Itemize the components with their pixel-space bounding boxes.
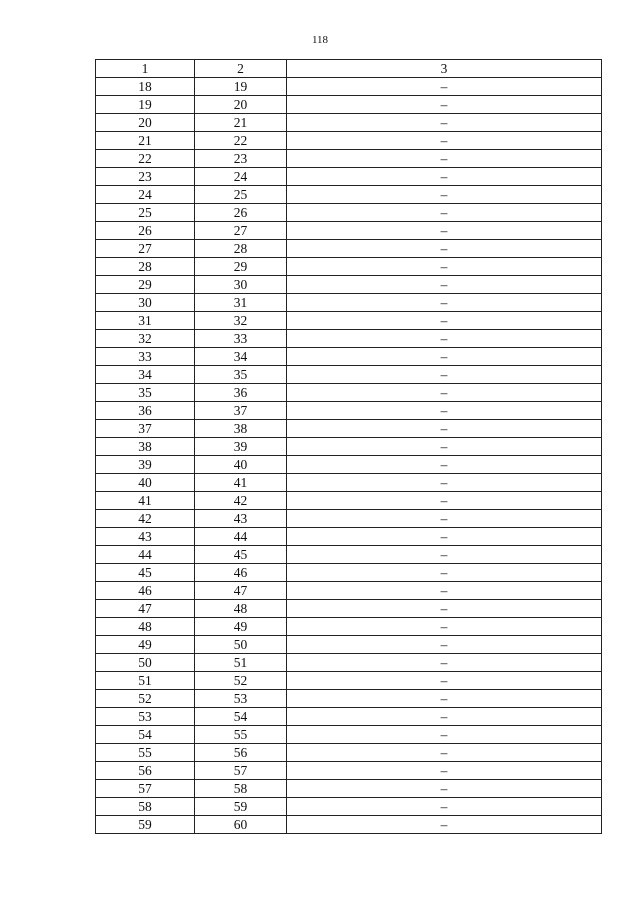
table-row	[96, 186, 602, 204]
table-cell-col-2: 22	[195, 132, 287, 150]
table-row	[96, 456, 602, 474]
table-cell-col-1: 25	[96, 204, 195, 222]
table-cell-col-2: 27	[195, 222, 287, 240]
table-row	[96, 420, 602, 438]
table-row	[96, 168, 602, 186]
table-row	[96, 402, 602, 420]
table-cell-col-3: –	[287, 456, 602, 474]
table-cell-col-3: –	[287, 258, 602, 276]
table-cell-col-3: –	[287, 312, 602, 330]
table-cell-col-3: –	[287, 222, 602, 240]
table-cell-col-1: 41	[96, 492, 195, 510]
table-cell-col-2: 45	[195, 546, 287, 564]
table-cell-col-1: 24	[96, 186, 195, 204]
table-cell-col-2: 31	[195, 294, 287, 312]
table-cell-col-1: 43	[96, 528, 195, 546]
table-cell-col-2: 46	[195, 564, 287, 582]
table-row	[96, 618, 602, 636]
table-cell-col-1: 26	[96, 222, 195, 240]
table-cell-col-3: –	[287, 654, 602, 672]
table-cell-col-3: –	[287, 546, 602, 564]
table-row	[96, 546, 602, 564]
table-row	[96, 150, 602, 168]
table-cell-col-2: 41	[195, 474, 287, 492]
table-cell-col-2: 20	[195, 96, 287, 114]
table-cell-col-3: –	[287, 150, 602, 168]
table-cell-col-2: 36	[195, 384, 287, 402]
table-cell-col-2: 53	[195, 690, 287, 708]
table-cell-col-3: –	[287, 672, 602, 690]
table-cell-col-1: 38	[96, 438, 195, 456]
table-cell-col-3: –	[287, 366, 602, 384]
table-cell-col-2: 35	[195, 366, 287, 384]
table-cell-col-2: 50	[195, 636, 287, 654]
table-cell-col-2: 33	[195, 330, 287, 348]
table-cell-col-1: 30	[96, 294, 195, 312]
table-cell-col-3: –	[287, 96, 602, 114]
table-cell-col-3: –	[287, 402, 602, 420]
table-cell-col-3: –	[287, 744, 602, 762]
table-cell-col-2: 24	[195, 168, 287, 186]
table-row	[96, 744, 602, 762]
table-row	[96, 816, 602, 834]
table-cell-col-3: –	[287, 132, 602, 150]
table-row	[96, 798, 602, 816]
table-cell-col-2: 37	[195, 402, 287, 420]
table-row	[96, 348, 602, 366]
data-table	[95, 59, 602, 834]
table-row	[96, 384, 602, 402]
table-cell-col-1: 19	[96, 96, 195, 114]
table-header-row	[96, 60, 602, 78]
table-cell-col-3: –	[287, 510, 602, 528]
table-cell-col-3: –	[287, 564, 602, 582]
table-cell-col-2: 40	[195, 456, 287, 474]
table-cell-col-3: –	[287, 762, 602, 780]
table-cell-col-1: 49	[96, 636, 195, 654]
table-cell-col-2: 34	[195, 348, 287, 366]
table-cell-col-1: 35	[96, 384, 195, 402]
table-cell-col-1: 50	[96, 654, 195, 672]
table-row	[96, 492, 602, 510]
table-cell-col-3: –	[287, 474, 602, 492]
table-row	[96, 654, 602, 672]
table-cell-col-1: 48	[96, 618, 195, 636]
table-cell-col-3: –	[287, 618, 602, 636]
table-row	[96, 672, 602, 690]
table-cell-col-2: 26	[195, 204, 287, 222]
table-cell-col-1: 45	[96, 564, 195, 582]
table-cell-col-2: 52	[195, 672, 287, 690]
table-cell-col-1: 46	[96, 582, 195, 600]
table-cell-col-3: –	[287, 726, 602, 744]
table-cell-col-2: 55	[195, 726, 287, 744]
table-cell-col-2: 23	[195, 150, 287, 168]
table-row	[96, 600, 602, 618]
table-row	[96, 330, 602, 348]
table-cell-col-3: –	[287, 816, 602, 834]
table-cell-col-1: 20	[96, 114, 195, 132]
table-cell-col-1: 28	[96, 258, 195, 276]
table-row	[96, 582, 602, 600]
table-row	[96, 258, 602, 276]
table-cell-col-1: 36	[96, 402, 195, 420]
table-cell-col-1: 47	[96, 600, 195, 618]
table-cell-col-2: 30	[195, 276, 287, 294]
table-cell-col-1: 56	[96, 762, 195, 780]
table-row	[96, 438, 602, 456]
table-cell-col-2: 38	[195, 420, 287, 438]
table-cell-col-1: 22	[96, 150, 195, 168]
table-row	[96, 312, 602, 330]
table-cell-col-2: 48	[195, 600, 287, 618]
table-cell-col-2: 28	[195, 240, 287, 258]
table-cell-col-1: 29	[96, 276, 195, 294]
table-cell-col-3: –	[287, 528, 602, 546]
table-cell-col-3: –	[287, 276, 602, 294]
table-cell-col-3: –	[287, 114, 602, 132]
table-row	[96, 708, 602, 726]
table-cell-col-2: 39	[195, 438, 287, 456]
table-cell-col-3: –	[287, 708, 602, 726]
table-cell-col-1: 39	[96, 456, 195, 474]
table-cell-col-2: 25	[195, 186, 287, 204]
table-cell-col-3: –	[287, 294, 602, 312]
table-cell-col-1: 34	[96, 366, 195, 384]
table-cell-col-3: –	[287, 690, 602, 708]
table-cell-col-3: –	[287, 348, 602, 366]
table-row	[96, 78, 602, 96]
table-row	[96, 114, 602, 132]
page-number: 118	[311, 34, 329, 46]
table-cell-col-1: 27	[96, 240, 195, 258]
table-cell-col-1: 21	[96, 132, 195, 150]
table-cell-col-2: 21	[195, 114, 287, 132]
table-cell-col-3: –	[287, 600, 602, 618]
table-cell-col-3: –	[287, 582, 602, 600]
table-cell-col-1: 54	[96, 726, 195, 744]
column-header-2: 2	[195, 60, 287, 78]
table-cell-col-2: 58	[195, 780, 287, 798]
table-cell-col-2: 32	[195, 312, 287, 330]
table-cell-col-2: 19	[195, 78, 287, 96]
table-cell-col-3: –	[287, 240, 602, 258]
table-cell-col-2: 44	[195, 528, 287, 546]
table-row	[96, 690, 602, 708]
table-row	[96, 276, 602, 294]
table-cell-col-3: –	[287, 636, 602, 654]
table-cell-col-1: 32	[96, 330, 195, 348]
table-cell-col-2: 49	[195, 618, 287, 636]
table-cell-col-1: 31	[96, 312, 195, 330]
column-header-3: 3	[287, 60, 602, 78]
table-cell-col-2: 60	[195, 816, 287, 834]
table-row	[96, 762, 602, 780]
table-cell-col-3: –	[287, 780, 602, 798]
table-row	[96, 636, 602, 654]
table-cell-col-1: 40	[96, 474, 195, 492]
table-cell-col-3: –	[287, 420, 602, 438]
table-cell-col-2: 43	[195, 510, 287, 528]
table-cell-col-2: 29	[195, 258, 287, 276]
table-row	[96, 222, 602, 240]
table-cell-col-3: –	[287, 204, 602, 222]
table-cell-col-2: 47	[195, 582, 287, 600]
table-cell-col-2: 42	[195, 492, 287, 510]
table-cell-col-2: 59	[195, 798, 287, 816]
table-cell-col-1: 55	[96, 744, 195, 762]
table-cell-col-1: 23	[96, 168, 195, 186]
table-cell-col-1: 52	[96, 690, 195, 708]
table-cell-col-1: 44	[96, 546, 195, 564]
column-header-1: 1	[96, 60, 195, 78]
table-row	[96, 564, 602, 582]
table-cell-col-1: 37	[96, 420, 195, 438]
table-cell-col-3: –	[287, 168, 602, 186]
table-row	[96, 204, 602, 222]
table-cell-col-3: –	[287, 438, 602, 456]
table-cell-col-3: –	[287, 330, 602, 348]
table-row	[96, 366, 602, 384]
table-cell-col-1: 53	[96, 708, 195, 726]
table-cell-col-1: 18	[96, 78, 195, 96]
table-cell-col-3: –	[287, 492, 602, 510]
table-cell-col-2: 54	[195, 708, 287, 726]
table-row	[96, 780, 602, 798]
table-cell-col-1: 42	[96, 510, 195, 528]
table-row	[96, 726, 602, 744]
table-row	[96, 528, 602, 546]
table-cell-col-3: –	[287, 186, 602, 204]
table-cell-col-2: 57	[195, 762, 287, 780]
table-row	[96, 510, 602, 528]
table-cell-col-1: 33	[96, 348, 195, 366]
table-cell-col-2: 51	[195, 654, 287, 672]
table-row	[96, 240, 602, 258]
table-row	[96, 294, 602, 312]
table-cell-col-2: 56	[195, 744, 287, 762]
table-row	[96, 132, 602, 150]
table-cell-col-1: 57	[96, 780, 195, 798]
table-body	[96, 78, 602, 834]
table-cell-col-3: –	[287, 798, 602, 816]
table-row	[96, 96, 602, 114]
table-cell-col-1: 59	[96, 816, 195, 834]
table-cell-col-3: –	[287, 384, 602, 402]
table-cell-col-1: 58	[96, 798, 195, 816]
table-cell-col-1: 51	[96, 672, 195, 690]
table-cell-col-3: –	[287, 78, 602, 96]
table-row	[96, 474, 602, 492]
